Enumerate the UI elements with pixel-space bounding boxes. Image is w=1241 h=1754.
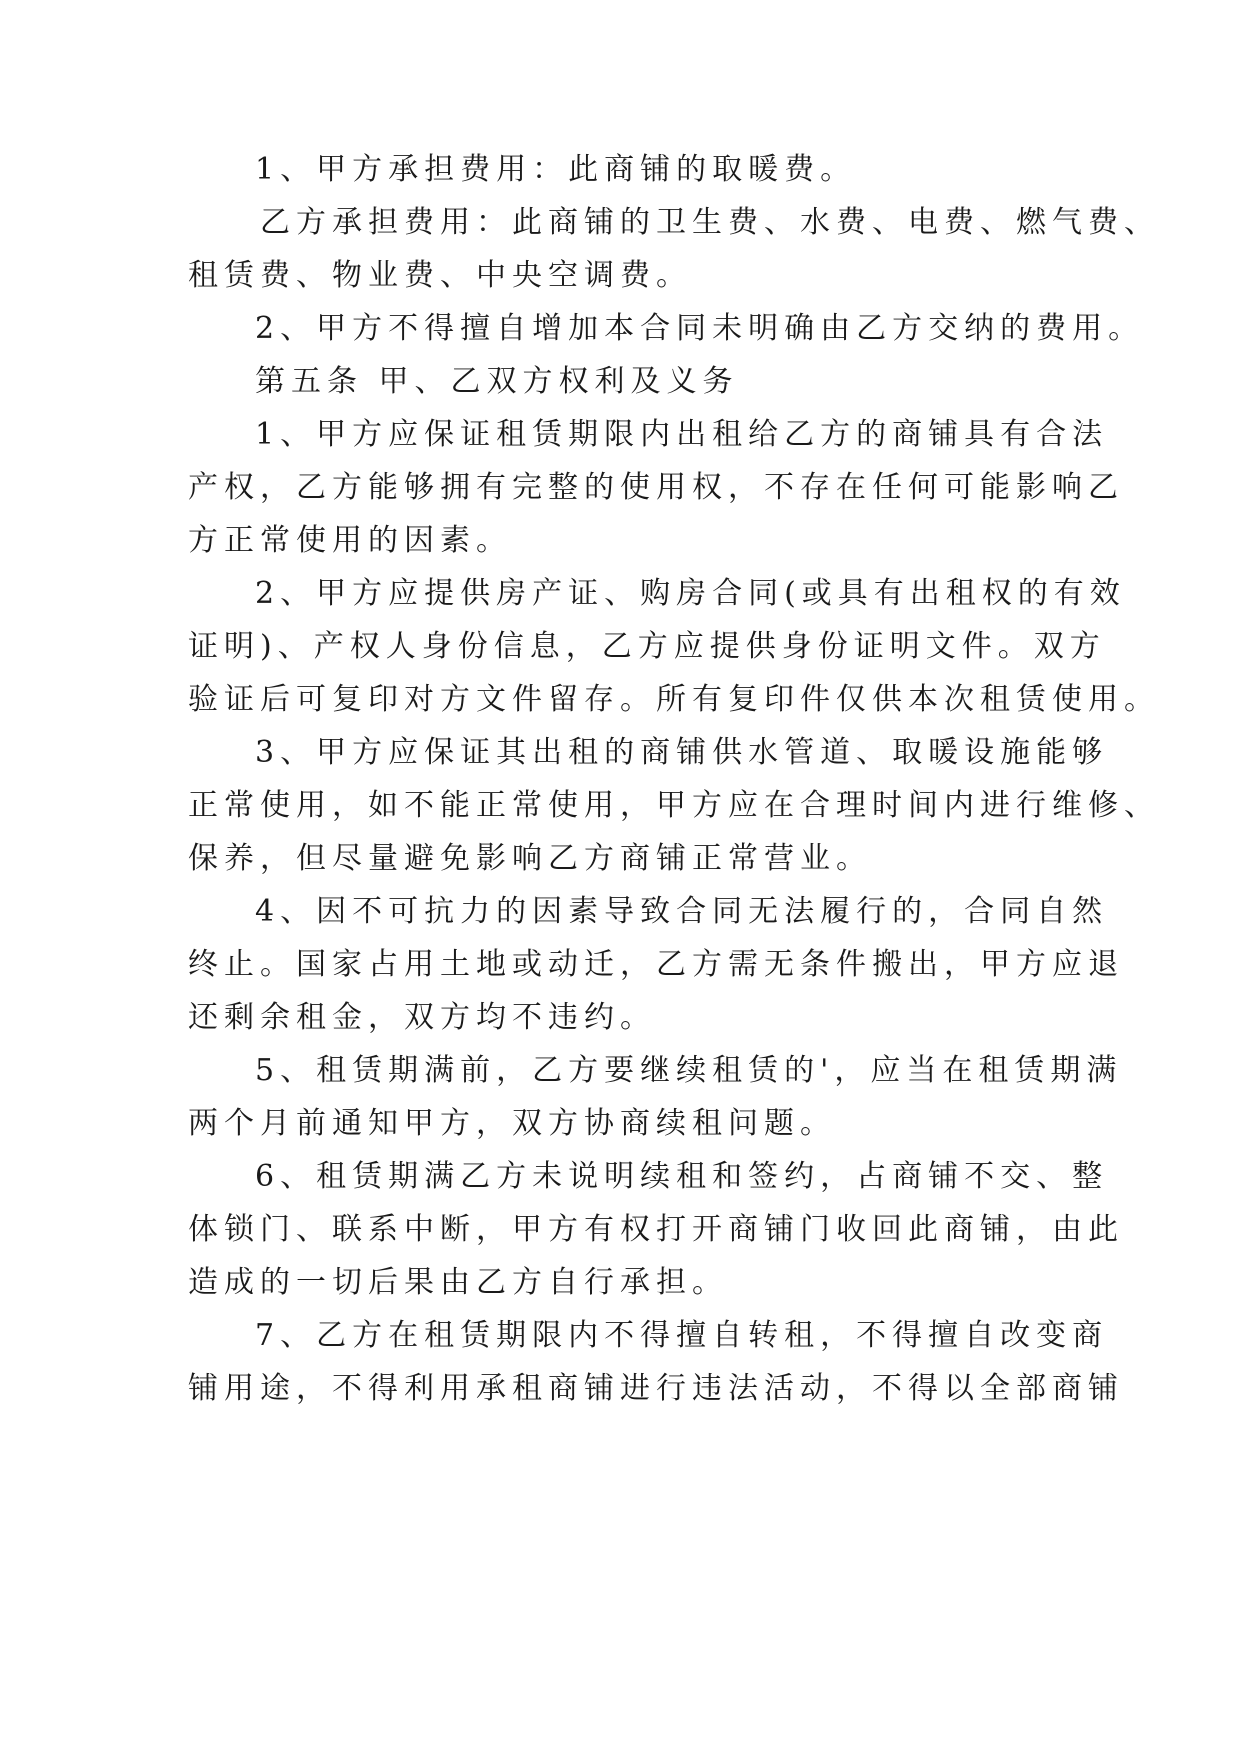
- paragraph-line: 乙方承担费用：此商铺的卫生费、水费、电费、燃气费、: [260, 205, 1160, 240]
- paragraph-line: 体锁门、联系中断，甲方有权打开商铺门收回此商铺，由此: [188, 1212, 1124, 1247]
- paragraph-line: 终止。国家占用土地或动迁，乙方需无条件搬出，甲方应退: [188, 947, 1124, 982]
- paragraph-line: 3、甲方应保证其出租的商铺供水管道、取暖设施能够: [255, 735, 1109, 770]
- paragraph-line: 产权，乙方能够拥有完整的使用权，不存在任何可能影响乙: [188, 470, 1124, 505]
- paragraph-line: 2、甲方不得擅自增加本合同未明确由乙方交纳的费用。: [255, 311, 1145, 346]
- paragraph-line: 还剩余租金，双方均不违约。: [188, 1000, 656, 1035]
- paragraph-line: 验证后可复印对方文件留存。所有复印件仅供本次租赁使用。: [188, 682, 1160, 717]
- paragraph-line: 两个月前通知甲方，双方协商续租问题。: [188, 1106, 836, 1141]
- paragraph-line: 保养，但尽量避免影响乙方商铺正常营业。: [188, 841, 872, 876]
- paragraph-line: 2、甲方应提供房产证、购房合同(或具有出租权的有效: [255, 576, 1126, 611]
- paragraph-line: 铺用途，不得利用承租商铺进行违法活动，不得以全部商铺: [188, 1371, 1124, 1406]
- paragraph-line: 5、租赁期满前，乙方要继续租赁的'，应当在租赁期满: [255, 1053, 1123, 1088]
- paragraph-line: 正常使用，如不能正常使用，甲方应在合理时间内进行维修、: [188, 788, 1160, 823]
- paragraph-line: 6、租赁期满乙方未说明续租和签约，占商铺不交、整: [255, 1159, 1109, 1194]
- paragraph-line: 租赁费、物业费、中央空调费。: [188, 258, 692, 293]
- paragraph-line: 证明)、产权人身份信息，乙方应提供身份证明文件。双方: [188, 629, 1106, 664]
- paragraph-line: 1、甲方承担费用：此商铺的取暖费。: [255, 152, 857, 187]
- paragraph-line: 造成的一切后果由乙方自行承担。: [188, 1265, 728, 1300]
- section-heading: 第五条 甲、乙双方权利及义务: [255, 364, 739, 399]
- paragraph-line: 7、乙方在租赁期限内不得擅自转租，不得擅自改变商: [255, 1318, 1109, 1353]
- paragraph-line: 4、因不可抗力的因素导致合同无法履行的，合同自然: [255, 894, 1109, 929]
- paragraph-line: 1、甲方应保证租赁期限内出租给乙方的商铺具有合法: [255, 417, 1109, 452]
- paragraph-line: 方正常使用的因素。: [188, 523, 512, 558]
